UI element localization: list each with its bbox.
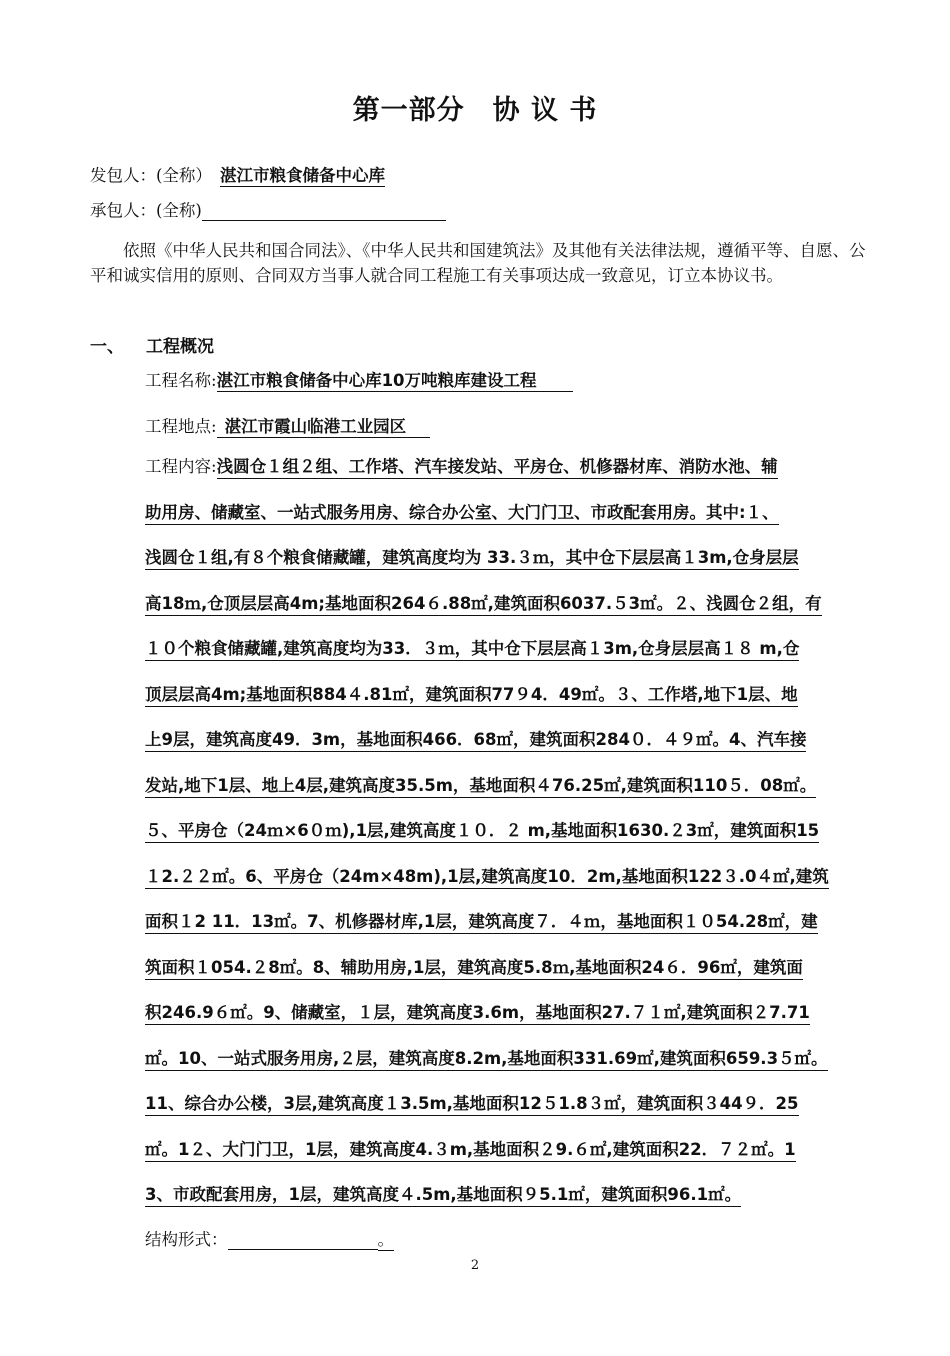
project-name-label: 工程名称: — [145, 371, 217, 390]
structure-line — [145, 1226, 394, 1250]
project-location-value: 湛江市霞山临港工业园区 — [217, 417, 431, 438]
project-content — [145, 452, 865, 1226]
content-text: 面积１2 11．13㎡。7、机修器材库,1层，建筑高度７．４ｍ，基地面积１０54.28㎡，建 — [145, 912, 818, 934]
section-number: 一、 — [90, 337, 124, 357]
contractor-blank — [202, 202, 446, 221]
content-line — [145, 907, 865, 953]
content-line — [145, 589, 865, 635]
content-line — [145, 998, 865, 1044]
page-title: 第一部分 协 议 书 — [352, 95, 598, 126]
content-line — [145, 1044, 865, 1090]
page-number: 2 — [470, 1258, 480, 1273]
intro-paragraph: 依照《中华人民共和国合同法》、《中华人民共和国建筑法》及其他有关法律法规，遵循平等、自愿、公平和诚实信用的原则、合同双方当事人就合同工程施工有关事项达成一致意见，订立本协议书。 — [90, 241, 866, 285]
employer-label: 发包人：(全称） — [90, 166, 212, 185]
content-text: 上9层，建筑高度49．3m，基地面积466．68㎡，建筑面积284０．４９㎡。4、汽车接 — [145, 730, 806, 752]
content-text: 3、市政配套用房，1层，建筑高度４.5m,基地面积９5.1㎡，建筑面积96.1㎡。 — [145, 1185, 741, 1207]
content-text: ㎡。1２、大门门卫，1层，建筑高度4.３m,基地面积２9.６㎡,建筑面积22．７２㎡。1 — [145, 1140, 796, 1162]
content-line — [145, 1180, 865, 1226]
project-content-label: 工程内容: — [145, 457, 217, 476]
contractor-label: 承包人：(全称) — [90, 201, 202, 220]
project-name-line — [145, 367, 573, 391]
content-line — [145, 953, 865, 999]
content-line — [145, 1089, 865, 1135]
project-location-line — [145, 413, 430, 437]
section-title: 工程概况 — [146, 337, 214, 357]
content-line — [145, 1135, 865, 1181]
content-text: 助用房、储藏室、一站式服务用房、综合办公室、大门门卫、市政配套用房。其中:１、 — [145, 503, 779, 525]
content-text: 浅圆仓１组,有８个粮食储藏罐，建筑高度均为 33.３ｍ，其中仓下层层高１3m,仓身层层 — [145, 548, 799, 570]
project-location-label: 工程地点: — [145, 417, 217, 436]
content-text: 浅圆仓１组２组、工作塔、汽车接发站、平房仓、机修器材库、消防水池、辅 — [217, 457, 778, 479]
structure-suffix: 。 — [377, 1230, 394, 1249]
content-text: １０个粮食储藏罐,建筑高度均为33．３ｍ，其中仓下层层高１3m,仓身层层高１８ m,仓 — [145, 639, 799, 661]
content-text: 筑面积１054.２8㎡。8、辅助用房,1层，建筑高度5.8ｍ,基地面积24６．96㎡，建筑面 — [145, 958, 803, 980]
content-text: ５、平房仓（24ｍ×6０ｍ),1层,建筑高度１０．２ m,基地面积1630.２3㎡，建筑面积15 — [145, 821, 819, 843]
content-text: １2.２２㎡。6、平房仓（24m×48m),1层,建筑高度10．2m,基地面积122３.0４㎡,建筑 — [145, 867, 829, 889]
content-text: 11、综合办公楼，3层,建筑高度１3.5m,基地面积12５1.8３㎡，建筑面积３44９．25 — [145, 1094, 799, 1116]
content-line — [145, 452, 865, 498]
employer-line — [90, 162, 385, 186]
content-line — [145, 498, 865, 544]
content-line — [145, 771, 865, 817]
project-name-value: 湛江市粮食储备中心库10万吨粮库建设工程 — [217, 371, 573, 392]
content-line — [145, 725, 865, 771]
content-text: 发站,地下1层、地上4层,建筑高度35.5m，基地面积４76.25㎡,建筑面积110５．08㎡。 — [145, 776, 816, 798]
content-text: ㎡。10、一站式服务用房,２层，建筑高度8.2m,基地面积331.69㎡,建筑面积659.3５㎡。 — [145, 1049, 828, 1071]
content-line — [145, 816, 865, 862]
structure-label: 结构形式： — [145, 1230, 228, 1249]
employer-value: 湛江市粮食储备中心库 — [219, 166, 385, 185]
content-line — [145, 543, 865, 589]
content-text: 积246.9６㎡。9、储藏室，１层，建筑高度3.6m，基地面积27.７１㎡,建筑面积２7.71 — [145, 1003, 810, 1025]
content-line — [145, 634, 865, 680]
content-text: 顶层层高4m;基地面积884４.81㎡，建筑面积77９4．49㎡。３、工作塔,地下1层、地 — [145, 685, 798, 707]
content-line — [145, 862, 865, 908]
contractor-line — [90, 197, 446, 221]
section-heading — [90, 332, 214, 357]
structure-blank — [228, 1231, 378, 1250]
content-line — [145, 680, 865, 726]
content-text: 高18ｍ,仓顶层层高4m;基地面积264６.88㎡,建筑面积6037.５3㎡。２、浅圆仓２组，有 — [145, 594, 822, 616]
